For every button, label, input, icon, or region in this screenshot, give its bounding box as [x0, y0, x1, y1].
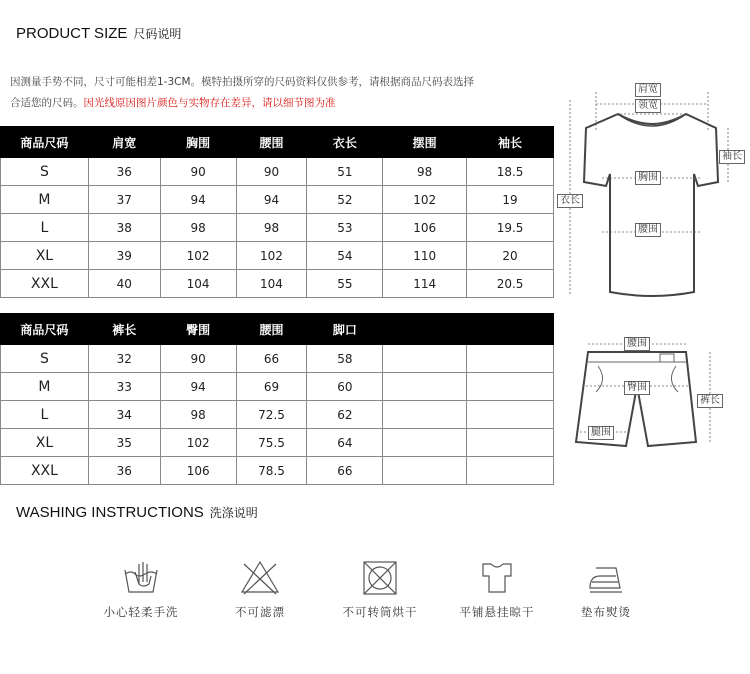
table-cell: 38: [88, 214, 160, 242]
washing-title-en: WASHING INSTRUCTIONS: [16, 504, 204, 521]
size-cell: XXL: [1, 270, 89, 298]
washing-heading: [16, 504, 258, 521]
table-cell: [467, 373, 554, 401]
table-cell: 102: [160, 429, 236, 457]
washing-title-cn: 洗涤说明: [209, 506, 258, 520]
table-cell: 36: [88, 457, 160, 485]
table-cell: [467, 457, 554, 485]
header-cell: 商品尺码: [1, 127, 89, 158]
shirt-outline-icon: [556, 82, 750, 304]
hand-wash-icon: [121, 558, 161, 598]
wash-item-no-bleach: [205, 558, 315, 620]
table-cell: 66: [236, 345, 307, 373]
product-size-heading: [16, 25, 181, 42]
table-cell: [467, 429, 554, 457]
header-cell: [383, 314, 467, 345]
table-cell: 66: [307, 457, 383, 485]
table-row: [1, 401, 554, 429]
product-size-title-en: PRODUCT SIZE: [16, 25, 128, 42]
header-cell: 脚口: [307, 314, 383, 345]
wash-label-no-tumble-dry: 不可转筒烘干: [342, 605, 418, 619]
table-cell: 106: [383, 214, 467, 242]
header-cell: 腰围: [236, 127, 307, 158]
header-cell: 摆围: [383, 127, 467, 158]
table-cell: 58: [307, 345, 383, 373]
table-cell: 19.5: [467, 214, 554, 242]
table-cell: 19: [467, 186, 554, 214]
size-cell: XL: [1, 429, 89, 457]
header-cell: 衣长: [307, 127, 383, 158]
table-cell: 34: [88, 401, 160, 429]
table-cell: 75.5: [236, 429, 307, 457]
table-cell: 98: [236, 214, 307, 242]
product-size-title-cn: 尺码说明: [133, 27, 182, 41]
table-cell: [467, 401, 554, 429]
no-tumble-dry-icon: [360, 558, 400, 598]
size-cell: XL: [1, 242, 89, 270]
table-cell: 106: [160, 457, 236, 485]
bottom-table-header-row: [1, 314, 554, 345]
wash-label-hand-wash: 小心轻柔手洗: [103, 605, 179, 619]
no-bleach-icon: [240, 558, 280, 598]
wash-label-flat-dry: 平铺悬挂晾干: [459, 605, 535, 619]
iron-icon: [586, 558, 626, 598]
table-cell: 54: [307, 242, 383, 270]
table-cell: [383, 401, 467, 429]
table-cell: 64: [307, 429, 383, 457]
table-cell: 98: [160, 214, 236, 242]
size-cell: XXL: [1, 457, 89, 485]
table-cell: 114: [383, 270, 467, 298]
table-cell: 36: [88, 158, 160, 186]
header-cell: 商品尺码: [1, 314, 89, 345]
table-row: [1, 242, 554, 270]
table-row: [1, 270, 554, 298]
size-note-line2-red: 因光线原因图片颜色与实物存在差异，请以细节图为准: [83, 97, 336, 109]
table-cell: 90: [236, 158, 307, 186]
size-cell: S: [1, 158, 89, 186]
table-cell: 62: [307, 401, 383, 429]
table-cell: 53: [307, 214, 383, 242]
table-row: [1, 345, 554, 373]
shirt-collar-tag: 领宽: [635, 99, 661, 113]
header-cell: 肩宽: [88, 127, 160, 158]
table-row: [1, 429, 554, 457]
table-cell: 90: [160, 158, 236, 186]
table-row: [1, 186, 554, 214]
shorts-hip-tag: 臀围: [624, 381, 650, 395]
shirt-waist-tag: 腰围: [635, 223, 661, 237]
table-cell: 90: [160, 345, 236, 373]
table-cell: 40: [88, 270, 160, 298]
size-cell: L: [1, 401, 89, 429]
table-cell: [467, 345, 554, 373]
table-cell: 60: [307, 373, 383, 401]
size-cell: M: [1, 373, 89, 401]
table-row: [1, 214, 554, 242]
size-cell: L: [1, 214, 89, 242]
table-cell: 102: [236, 242, 307, 270]
table-cell: 94: [236, 186, 307, 214]
table-cell: 52: [307, 186, 383, 214]
wash-item-no-tumble-dry: [325, 558, 435, 620]
table-cell: [383, 345, 467, 373]
wash-item-iron: [551, 558, 661, 620]
table-cell: 18.5: [467, 158, 554, 186]
table-cell: 72.5: [236, 401, 307, 429]
size-cell: S: [1, 345, 89, 373]
table-cell: 102: [383, 186, 467, 214]
size-note: [10, 72, 560, 114]
bottom-size-table: [0, 313, 554, 485]
table-cell: 55: [307, 270, 383, 298]
flat-dry-icon: [477, 558, 517, 598]
table-cell: 35: [88, 429, 160, 457]
header-cell: 胸围: [160, 127, 236, 158]
size-cell: M: [1, 186, 89, 214]
table-cell: 78.5: [236, 457, 307, 485]
shirt-chest-tag: 胸围: [635, 171, 661, 185]
header-cell: 臀围: [160, 314, 236, 345]
top-table-header-row: [1, 127, 554, 158]
table-row: [1, 373, 554, 401]
table-cell: 98: [160, 401, 236, 429]
shorts-thigh-tag: 腿围: [588, 426, 614, 440]
table-cell: [383, 457, 467, 485]
table-cell: 104: [160, 270, 236, 298]
wash-label-no-bleach: 不可滤漂: [235, 605, 285, 619]
wash-item-flat-dry: [442, 558, 552, 620]
shorts-diagram: [570, 332, 750, 457]
table-cell: 51: [307, 158, 383, 186]
header-cell: 袖长: [467, 127, 554, 158]
table-row: [1, 158, 554, 186]
shirt-shoulder-tag: 肩宽: [635, 83, 661, 97]
header-cell: 裤长: [88, 314, 160, 345]
shirt-sleeve-tag: 袖长: [719, 150, 745, 164]
table-cell: 20: [467, 242, 554, 270]
table-cell: 104: [236, 270, 307, 298]
table-row: [1, 457, 554, 485]
table-cell: 32: [88, 345, 160, 373]
size-note-line2: [10, 93, 560, 114]
shirt-length-tag: 衣长: [557, 194, 583, 208]
table-cell: 20.5: [467, 270, 554, 298]
table-cell: 69: [236, 373, 307, 401]
table-cell: [383, 373, 467, 401]
table-cell: 39: [88, 242, 160, 270]
size-note-line1: 因测量手势不同，尺寸可能相差1-3CM。模特拍摄所穿的尺码资料仅供参考，请根据商品尺码表选择: [10, 76, 475, 88]
table-cell: 102: [160, 242, 236, 270]
table-cell: 98: [383, 158, 467, 186]
size-note-line2-black: 合适您的尺码。: [10, 97, 84, 109]
table-cell: [383, 429, 467, 457]
header-cell: [467, 314, 554, 345]
table-cell: 94: [160, 373, 236, 401]
wash-label-iron: 垫布熨烫: [581, 605, 631, 619]
shorts-waist-tag: 腰围: [624, 337, 650, 351]
table-cell: 110: [383, 242, 467, 270]
table-cell: 37: [88, 186, 160, 214]
table-cell: 94: [160, 186, 236, 214]
shorts-length-tag: 裤长: [697, 394, 723, 408]
table-cell: 33: [88, 373, 160, 401]
top-size-table: [0, 126, 554, 298]
wash-item-hand-wash: [86, 558, 196, 620]
header-cell: 腰围: [236, 314, 307, 345]
shirt-diagram: [556, 82, 750, 304]
